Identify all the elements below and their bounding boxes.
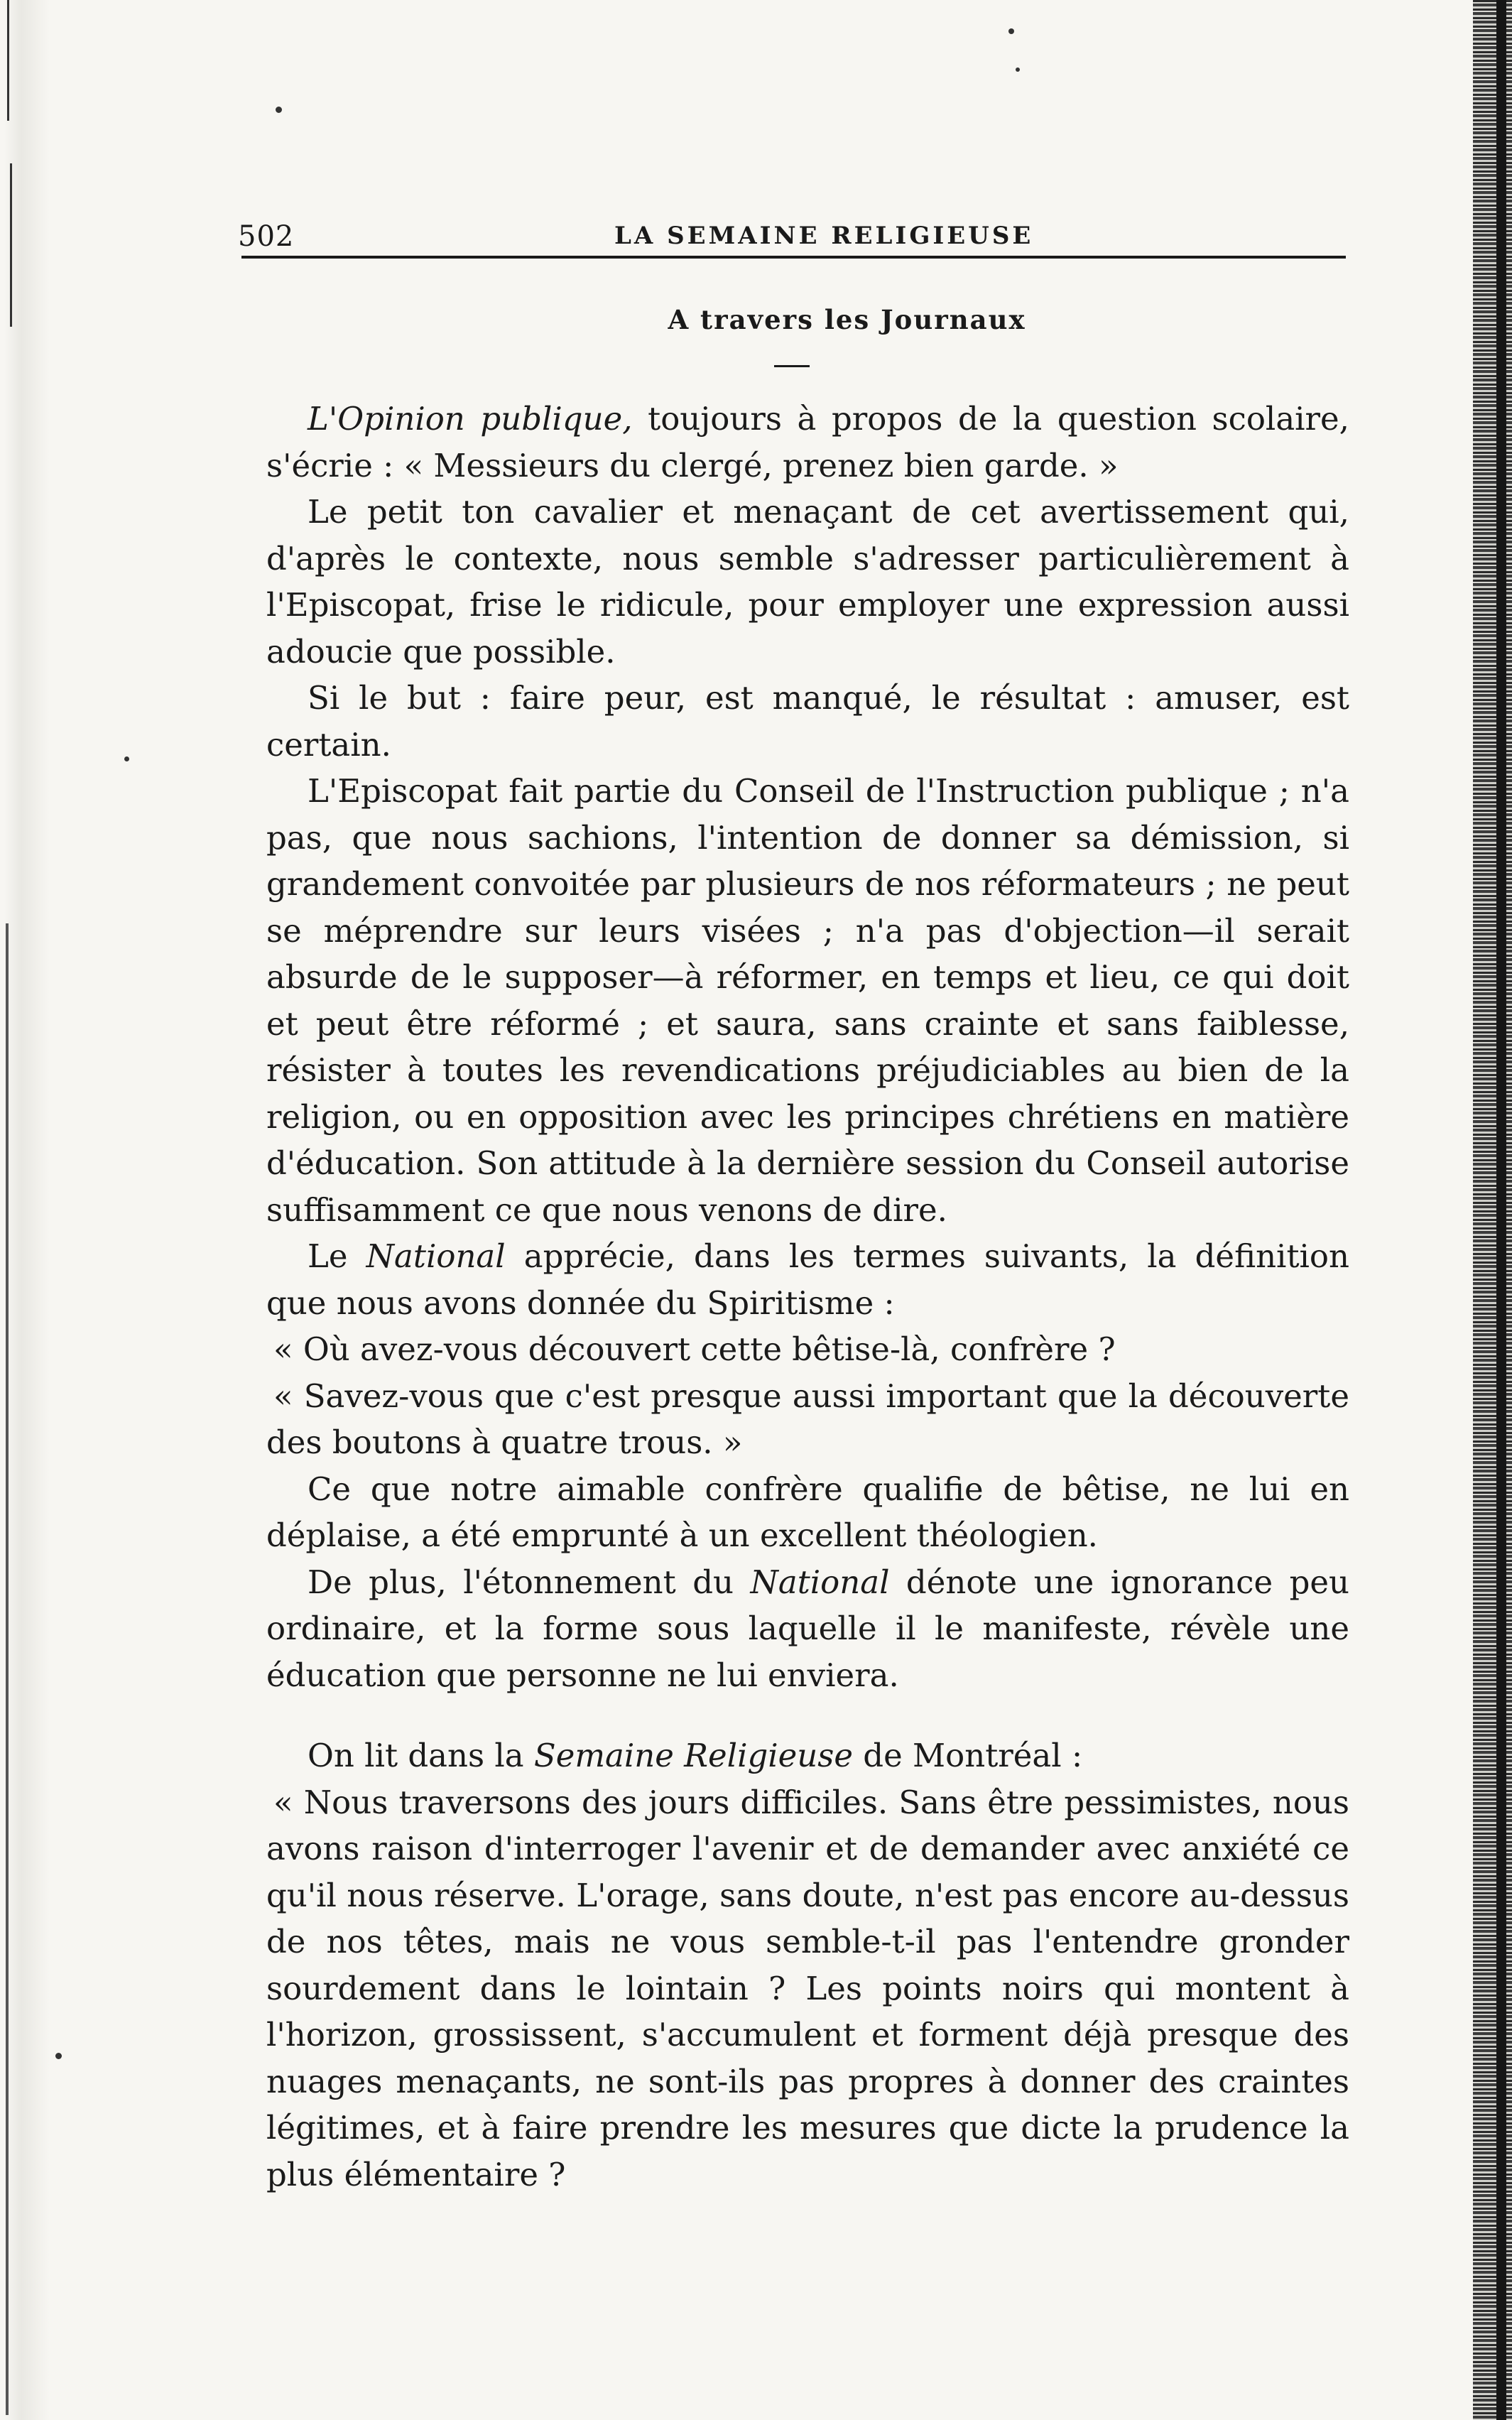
paragraph: Le National apprécie, dans les termes suivants, la définition que nous avons donnée du Spiritisme :	[266, 1237, 1350, 1322]
paragraph: L'Opinion publique, toujours à propos de la question scolaire, s'écrie : « Messieurs du clergé, prenez bien garde. »	[266, 400, 1349, 484]
scan-left-line	[10, 163, 12, 327]
body-text	[266, 396, 1349, 2198]
paragraph: De plus, l'étonnement du National dénote une ignorance peu ordinaire, et la forme sous laquelle il le manifeste, révèle une éducation que personne ne lui enviera.	[266, 1563, 1350, 1694]
scan-speck	[55, 2053, 62, 2059]
scan-speck	[1008, 28, 1014, 34]
document-page	[238, 213, 1350, 2198]
paragraph: L'Episcopat fait partie du Conseil de l'Instruction publique ; n'a pas, que nous sachions, l'intention de donner sa démission, si grandement convoitée par plusieurs de nos réformateurs ; ne peut se méprendre sur leurs visées ; n'a pas d'objection—il serait absurde de le supposer—à réformer, en temps et lieu, ce qui doit et peut être réformé ; et saura, sans crainte et sans faiblesse, résister à toutes les revendications préjudiciables au bien de la religion, ou en opposition avec les principes chrétiens en matière d'éducation. Son attitude à la dernière session du Conseil autorise suffisamment ce que nous venons de dire.	[266, 772, 1349, 1229]
quote-paragraph: « Savez-vous que c'est presque aussi important que la découverte des boutons à quatre trous. »	[266, 1377, 1349, 1461]
scan-speck	[276, 107, 282, 113]
quote-paragraph: « Nous traversons des jours difficiles. Sans être pessimistes, nous avons raison d'interroger l'avenir et de demander avec anxiété ce qu'il nous réserve. L'orage, sans doute, n'est pas encore au-dessus de nos têtes, mais ne vous semble-t-il pas l'entendre gronder sourdement dans le lointain ? Les points noirs qui montent à l'horizon, grossissent, s'accumulent et forment déjà presque des nuages menaçants, ne sont-ils pas propres à donner des craintes légitimes, et à faire prendre les mesures que dicte la prudence la plus élémentaire ?	[266, 1783, 1349, 2193]
scan-left-line	[6, 923, 9, 2415]
title-dash	[774, 365, 810, 367]
running-head: LA SEMAINE RELIGIEUSE	[614, 222, 1034, 250]
paragraph: Ce que notre aimable confrère qualifie de bêtise, ne lui en déplaise, a été emprunté à un excellent théologien.	[266, 1470, 1349, 1554]
paragraph: Le petit ton cavalier et menaçant de cet avertissement qui, d'après le contexte, nous semble s'adresser particulièrement à l'Episcopat, frise le ridicule, pour employer une expression aussi adoucie que possible.	[266, 493, 1349, 671]
paragraph: Si le but : faire peur, est manqué, le résultat : amuser, est certain.	[266, 679, 1349, 764]
scan-left-line	[7, 0, 9, 121]
paragraph: On lit dans la Semaine Religieuse de Montréal :	[308, 1737, 1083, 1774]
scan-speck	[124, 756, 129, 761]
section-title: A travers les Journaux	[668, 304, 1026, 335]
scan-right-shadow	[1496, 0, 1506, 2420]
quote-paragraph: « Où avez-vous découvert cette bêtise-là, confrère ?	[273, 1330, 1116, 1368]
page-header	[238, 213, 1349, 270]
scan-speck	[1016, 67, 1020, 72]
header-rule	[241, 256, 1346, 259]
page-number: 502	[238, 220, 295, 253]
